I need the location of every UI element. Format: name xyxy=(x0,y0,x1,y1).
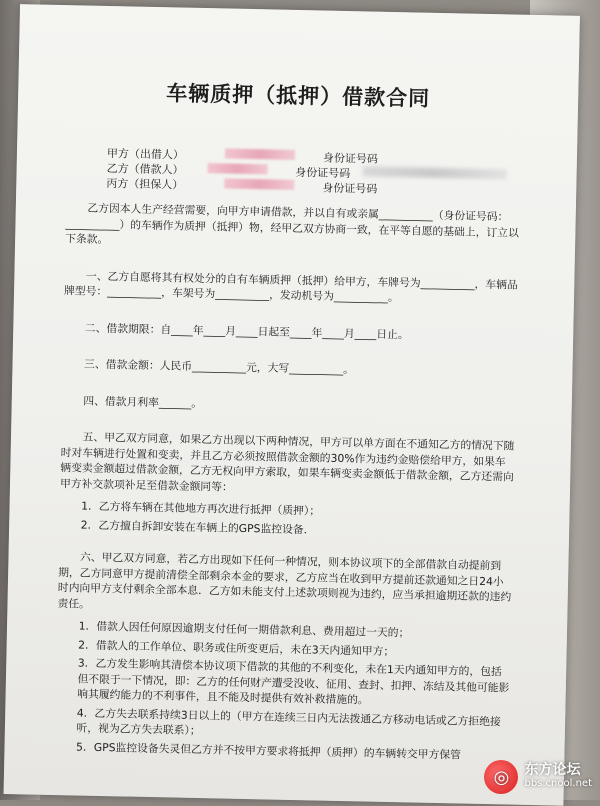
clause-1: 一、乙方自愿将其有权处分的自有车辆质押（抵押）给甲方，车牌号为__________，车辆品牌型号：__________，车架号为__________，发动机号为__________。 xyxy=(63,269,518,305)
clause-5-item: 1．乙方将车辆在其他地方再次进行抵押（质押）； xyxy=(81,499,321,518)
clause-3: 三、借款金额：人民币__________元，大写__________。 xyxy=(83,357,355,377)
clause-5-item: 2．乙方擅自拆卸安装在车辆上的GPS监控设备． xyxy=(80,518,315,536)
clause-6-item: 1．借款人因任何原因逾期支付任何一期借款利息、费用超过一天的； xyxy=(78,619,410,640)
parties-block xyxy=(106,146,507,199)
clause-6-item: 3．乙方发生影响其清偿本协议项下借款的其他的不利变化，未在1天内通知甲方的，包括但不限于一下情况，即：乙方的任何财产遭受没收、征用、查封、扣押、冻结及其他可能影响其履约能力的不利事件，且不能及时提供有效补救措施的。 xyxy=(77,656,510,707)
clause-6-item: 2．借款人的工作单位、职务或住所变更后，未在3天内通知甲方； xyxy=(78,637,395,658)
clause-6-item: 5．GPS监控设备失灵但乙方并不按甲方要求将抵押（质押）的车辆转交甲方保管 xyxy=(75,739,462,762)
party-label: 甲方（出借人） xyxy=(106,146,185,162)
id-label: 身份证号码 xyxy=(322,151,379,166)
redacted-name xyxy=(225,148,295,159)
clause-6-item: 4．乙方失去联系持续3日以上的（甲方在连续三日内无法拨通乙方移动电话或乙方拒绝接听，视为乙方失去联系）； xyxy=(76,705,501,738)
id-label: 身份证号码 xyxy=(295,165,351,181)
document-title: 车辆质押（抵押）借款合同 xyxy=(165,81,431,111)
forum-watermark xyxy=(484,760,592,794)
contract-paper xyxy=(4,4,580,806)
id-label: 身份证号码 xyxy=(322,181,378,196)
clause-5: 五、甲乙双方同意，如果乙方出现以下两种情况，甲方可以单方面在不通知乙方的情况下随时对车辆进行处置和变卖，并且乙方必须按照借款金额的30%作为违约金赔偿给甲方，如果车辆变卖金额超过借款金额，乙方无权向甲方索取，如果车辆变卖金额低于借款金额，乙方还需向甲方补交款项补足至借款金额同等： xyxy=(59,430,515,494)
contract-body xyxy=(54,200,521,766)
party-label: 丙方（担保人） xyxy=(106,176,184,192)
clause-6: 六、甲乙双方同意，若乙方出现如下任何一种情况，则本协议项下的全部借款自动提前到期，乙方同意甲方提前清偿全部剩余本金的要求，乙方应当在收到甲方提前还款通知之日24小时内向甲方支付剩余全部本息．乙方如未能支付上述款项则视为违约，应当承担逾期还款的违约责任。 xyxy=(57,550,512,611)
watermark-name: 东方论坛 xyxy=(524,762,581,778)
redacted-name xyxy=(208,163,268,174)
watermark-text xyxy=(524,763,592,791)
redacted-name xyxy=(224,178,294,189)
clause-4: 四、借款月利率______。 xyxy=(83,394,203,410)
forum-logo-icon: ◎ xyxy=(484,760,518,794)
redacted-id xyxy=(362,166,506,179)
clause-2: 二、借款期限：自____年____月____日起至____年____月____日止。 xyxy=(84,321,409,341)
party-label: 乙方（借款人） xyxy=(106,161,184,177)
watermark-url: bbs.cnool.net xyxy=(524,778,592,789)
intro-paragraph: 乙方因本人生产经营需要，向甲方申请借款，并以自有或亲属__________（身份证号码：__________）的车辆作为质押（抵押）物，经甲乙双方协商一致，在平等自愿的基础上，订立以下条款。 xyxy=(65,201,519,247)
